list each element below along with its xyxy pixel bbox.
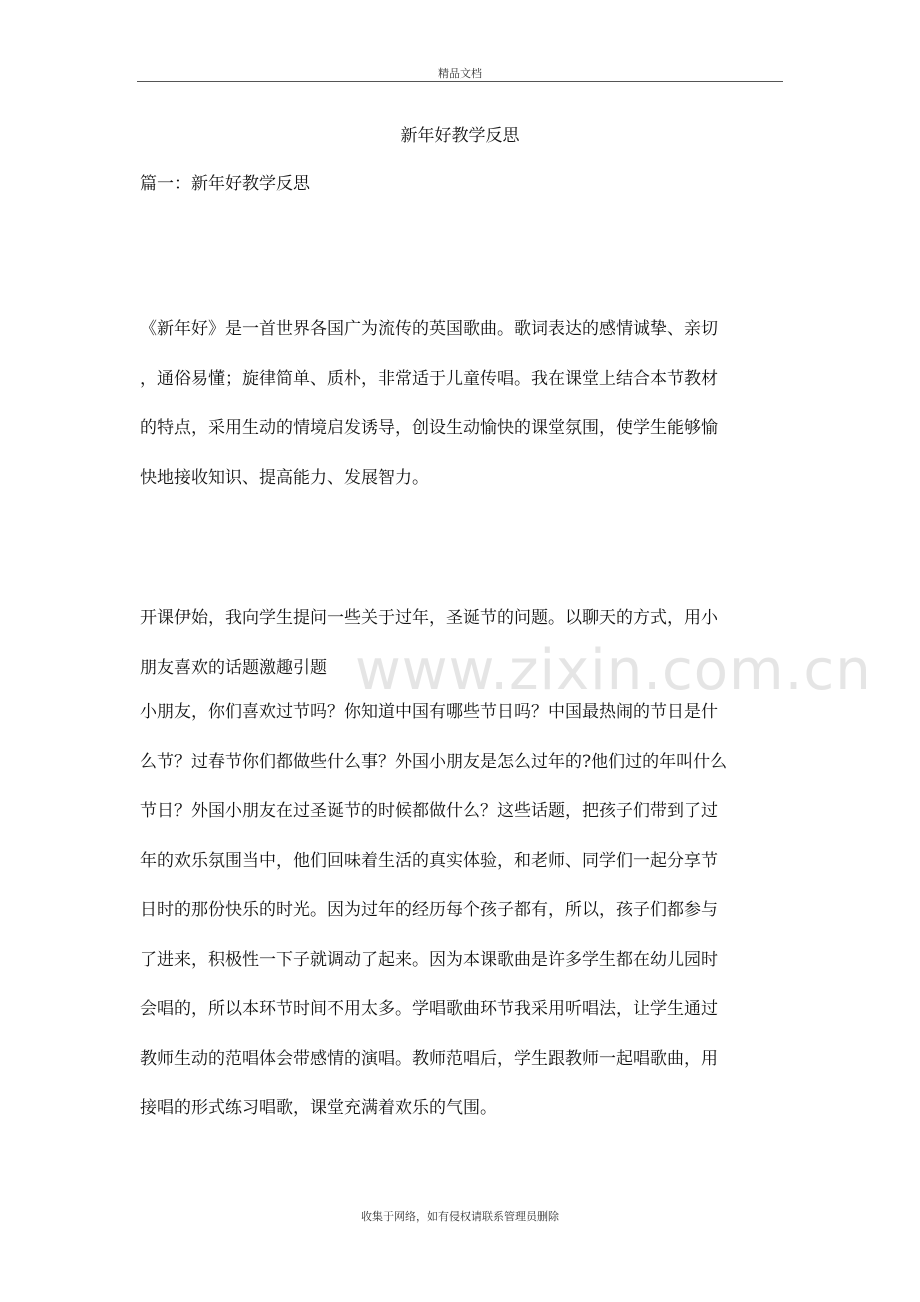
paragraph-3: 小朋友，你们喜欢过节吗？你知道中国有哪些节日吗？中国最热闹的节日是什 么节？过春节你们都做些什么事？外国小朋友是怎么过年的?他们过的年叫什么 节日？外国小朋友在过圣诞节的时候都做什么？这些话题，把孩子们带到了过 年的欢乐氛围当中，他们回味着生活的真实体验，和老师、同学们一起分享节 日时的那份快乐的时光。因为过年的经历每个孩子都有，所以，孩子们都参与 了进来，积极性一下子就调动了起来。因为本课歌曲是许多学生都在幼儿园时 会唱的，所以本环节时间不用太多。学唱歌曲环节我采用听唱法，让学生通过 教师生动的范唱体会带感情的演唱。教师范唱后，学生跟教师一起唱歌曲，用 接唱的形式练习唱歌，课堂充满着欢乐的气围。 (140, 702, 728, 1118)
section-heading: 篇一：新年好教学反思 (140, 174, 310, 194)
document-title: 新年好教学反思 (400, 126, 520, 146)
watermark: www.zixin.com.cn (355, 638, 872, 703)
header-label: 精品文档 (438, 67, 482, 80)
paragraph-1: 《新年好》是一首世界各国广为流传的英国歌曲。歌词表达的感情诚挚、亲切 ，通俗易懂；旋律简单、质朴，非常适于儿童传唱。我在课堂上结合本节教材 的特点，采用生动的情境启发诱导，创设生动愉快的课堂氛围，使学生能够愉 快地接收知识、提高能力、发展智力。 (140, 319, 718, 488)
footer-label: 收集于网络，如有侵权请联系管理员删除 (361, 1210, 559, 1223)
header-divider (137, 81, 783, 82)
paragraph-2: 开课伊始，我向学生提问一些关于过年，圣诞节的问题。以聊天的方式，用小 朋友喜欢的话题激趣引题 (140, 608, 718, 678)
